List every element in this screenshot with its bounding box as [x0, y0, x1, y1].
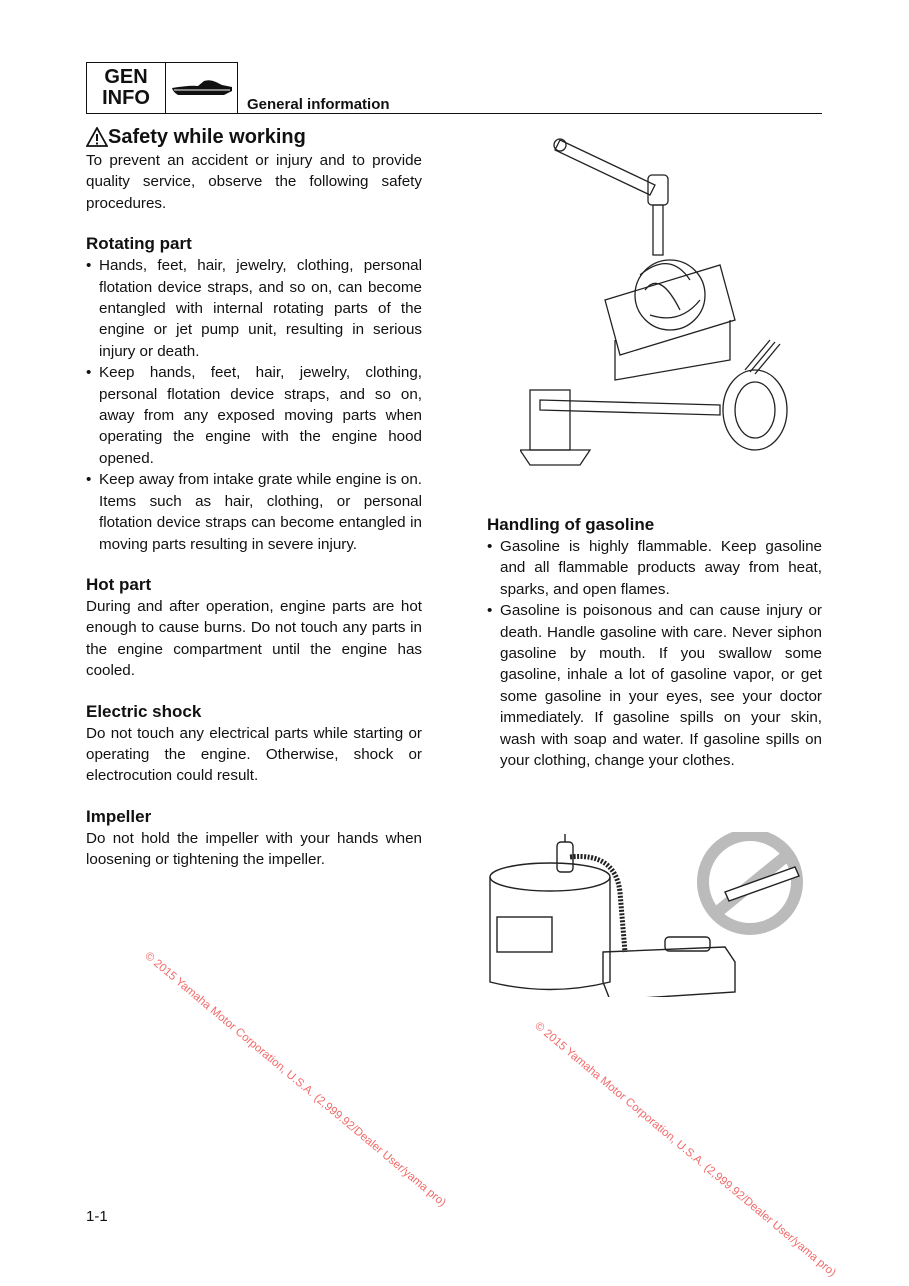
gasoline-list [487, 536, 822, 771]
list-item: • Gasoline is poisonous and can cause injury or death. Handle gasoline with care. Never siphon gasoline by mouth. If you swallow some gasoline, inhale a lot of gasoline vapor, or get some gasoline in your eyes, see your doctor immediately. If gasoline spills on your skin, wash with soap and water. If gasoline spills on your clothing, change your clothes. [487, 600, 822, 771]
header-rule [238, 113, 822, 114]
list-item: • Keep away from intake grate while engine is on. Items such as hair, clothing, or personal flotation device straps can become entangled in moving parts resulting in severe injury. [86, 469, 422, 555]
watercraft-icon [166, 63, 237, 113]
intro-text: To prevent an accident or injury and to provide quality service, observe the following safety procedures. [86, 152, 422, 212]
main-heading: Safety while working [86, 124, 422, 150]
section-text: Do not touch any electrical parts while starting or operating the engine. Otherwise, shock or electrocution could result. [86, 724, 422, 785]
watermark-text: © 2015 Yamaha Motor Corporation, U.S.A. (2,999.92/Dealer User/yama pro) [532, 1020, 839, 1280]
impeller-illustration [520, 130, 820, 470]
section-text: Do not hold the impeller with your hands when loosening or tightening the impeller. [86, 829, 422, 869]
section-title: Handling of gasoline [487, 515, 655, 534]
right-column [487, 514, 822, 771]
section-badge [86, 62, 238, 114]
list-item: • Gasoline is highly flammable. Keep gasoline and all flammable products away from heat, sparks, and open flames. [487, 536, 822, 600]
list-item: • Keep hands, feet, hair, jewelry, clothing, personal flotation device straps, and so on, away from any exposed moving parts when operating the engine with the engine hood opened. [86, 362, 422, 469]
left-column [86, 124, 422, 871]
section-title: Electric shock [86, 701, 202, 721]
rotating-part-list [86, 255, 422, 555]
watermark-text: © 2015 Yamaha Motor Corporation, U.S.A. (2,999.92/Dealer User/yama pro) [142, 950, 449, 1210]
gasoline-illustration [485, 832, 825, 997]
section-text: During and after operation, engine parts are hot enough to cause burns. Do not touch any parts in the engine compartment until the engine has cooled. [86, 597, 422, 680]
section-title: Rotating part [86, 234, 192, 254]
page-number: 1-1 [86, 1208, 108, 1225]
section-title: Impeller [86, 806, 152, 826]
section-title: Hot part [86, 574, 152, 594]
page-header-title: General information [247, 96, 390, 113]
section-code: GEN INFO [87, 63, 166, 113]
list-item: • Hands, feet, hair, jewelry, clothing, personal flotation device straps, and so on, can become entangled with internal rotating parts of the engine or jet pump unit, resulting in serious injury or death. [86, 255, 422, 362]
warning-icon [86, 127, 108, 147]
